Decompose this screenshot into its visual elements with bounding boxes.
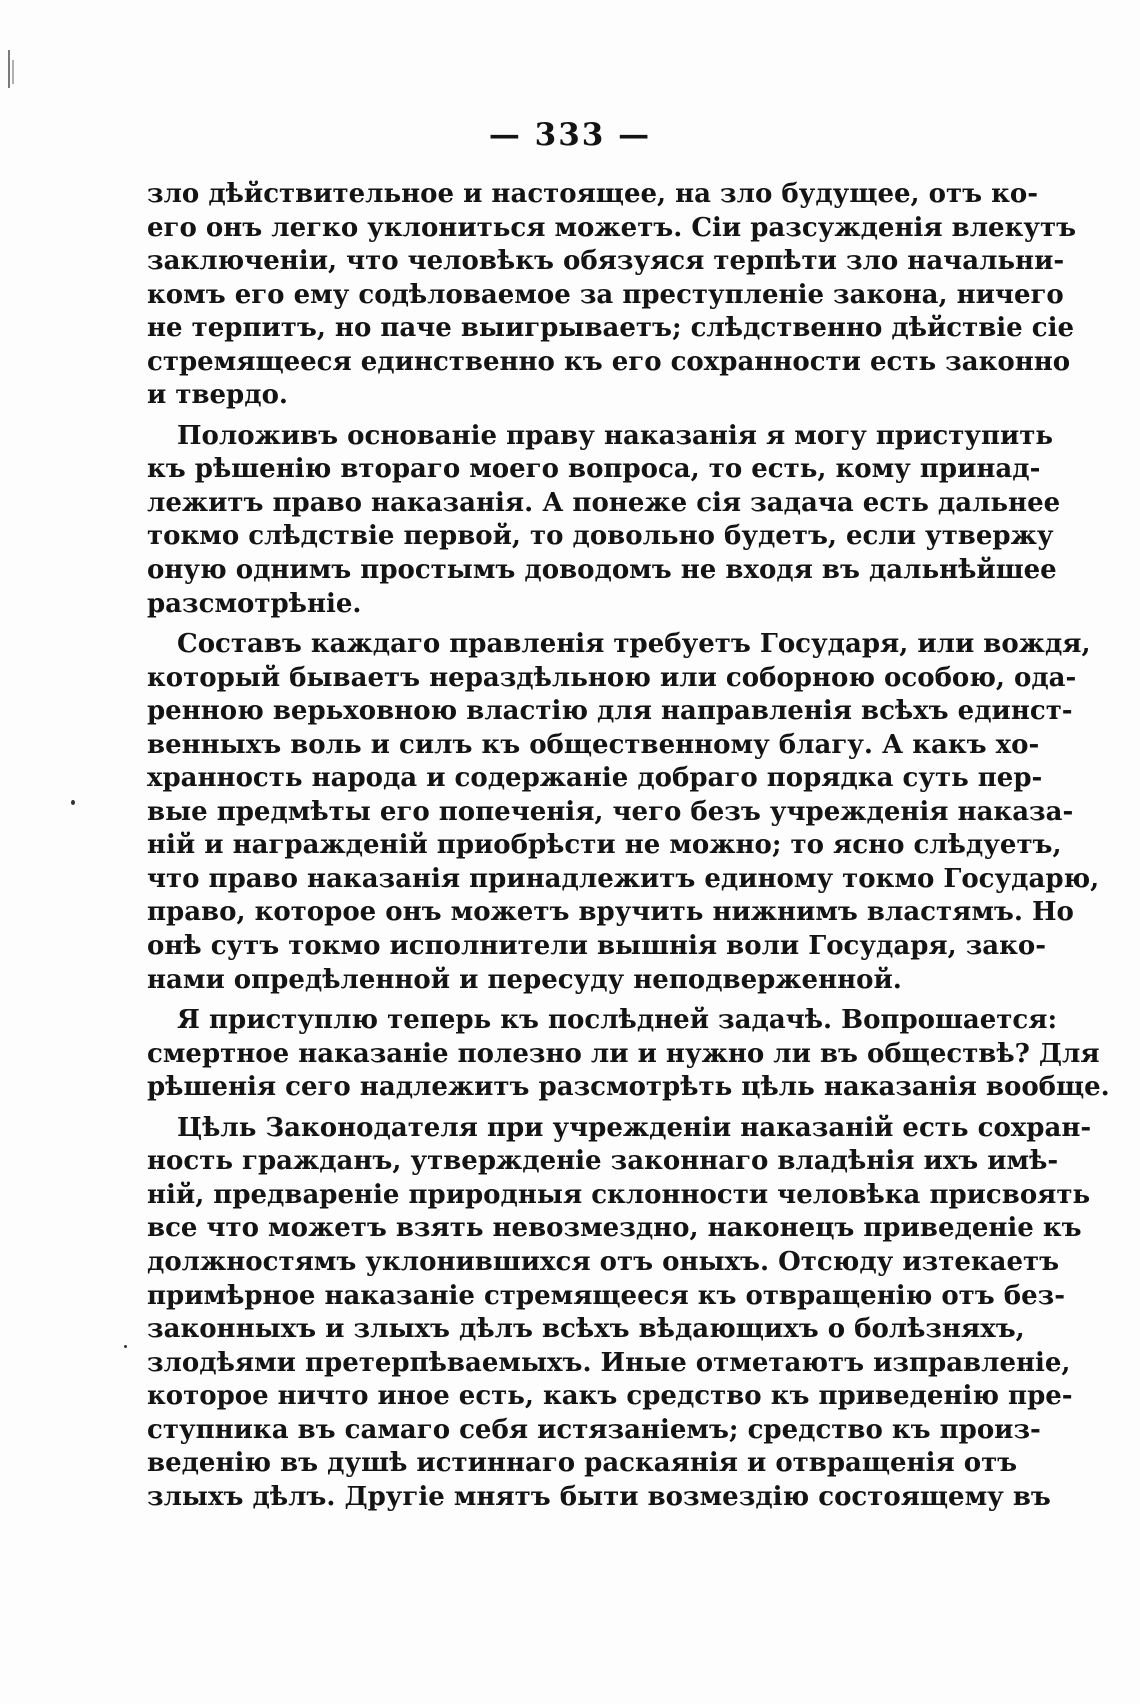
text-line: оную однимъ простымъ доводомъ не входя въ дальнѣйшее: [147, 555, 1057, 586]
paragraph-gap: [147, 1105, 977, 1112]
text-line: Цѣль Законодателя при учрежденіи наказаній есть сохран-: [177, 1112, 1092, 1143]
paragraph: [147, 1004, 1110, 1105]
text-line: вые предмѣты его попеченія, чего безъ учрежденія наказа-: [147, 796, 1074, 827]
paragraph: [147, 628, 1100, 997]
paragraph-gap: [147, 997, 977, 1004]
text-line: ній и награжденій приобрѣсти не можно; то ясно слѣдуетъ,: [147, 830, 1062, 861]
text-line: смертное наказаніе полезно ли и нужно ли въ обществѣ? Для: [147, 1038, 1100, 1069]
text-line: который бываетъ нераздѣльною или соборною особою, ода-: [147, 662, 1077, 693]
text-line: ренною верьховною властію для направленія всѣхъ единст-: [147, 696, 1073, 727]
text-line: которое ничто иное есть, какъ средство къ приведенію пре-: [147, 1381, 1073, 1412]
text-line: что право наказанія принадлежитъ единому токмо Государю,: [147, 863, 1100, 894]
text-line: законныхъ и злыхъ дѣлъ всѣхъ вѣдающихъ о болѣзняхъ,: [147, 1314, 1025, 1345]
text-line: ній, предвареніе природныя склонности человѣка присвоять: [147, 1179, 1091, 1210]
text-line: примѣрное наказаніе стремящееся къ отвращенію отъ без-: [147, 1280, 1066, 1311]
text-line: Положивъ основаніе праву наказанія я могу приступить: [177, 420, 1054, 451]
paragraph: [147, 1112, 1092, 1515]
text-line: ступника въ самаго себя истязаніемъ; средство къ произ-: [147, 1414, 1041, 1445]
text-line: лежитъ право наказанія. А понеже сія задача есть дальнее: [147, 487, 1061, 518]
paragraph-gap: [147, 621, 977, 628]
text-line: право, которое онъ можетъ вручить нижнимъ властямъ. Но: [147, 897, 1074, 928]
ink-speck: [71, 800, 75, 805]
text-line: венныхъ воль и силъ къ общественному благу. А какъ хо-: [147, 729, 1040, 760]
text-line: Я приступлю теперь къ послѣдней задачѣ. Вопрошается:: [177, 1005, 1058, 1036]
body-text: [147, 178, 1110, 1514]
text-line: хранность народа и содержаніе добраго порядка суть пер-: [147, 763, 1043, 794]
paragraph: [147, 178, 1077, 413]
paragraph: [147, 420, 1061, 621]
text-line: все что можетъ взять невозмездно, наконецъ приведеніе къ: [147, 1213, 1082, 1244]
text-line: злодѣями претерпѣваемыхъ. Иные отметаютъ изправленіе,: [147, 1347, 1071, 1378]
scan-edge-mark: [12, 60, 14, 84]
text-line: его онъ легко уклониться можетъ. Сіи разсужденія влекутъ: [147, 212, 1077, 243]
text-line: должностямъ уклонившихся отъ оныхъ. Отсюду изтекаетъ: [147, 1246, 1060, 1277]
text-line: злыхъ дѣлъ. Другіе мнятъ быти возмездію состоящему въ: [147, 1481, 1051, 1512]
text-line: не терпитъ, но паче выигрываетъ; слѣдственно дѣйствіе сіе: [147, 313, 1074, 344]
page-number-header: — 333 —: [488, 117, 652, 153]
text-line: зло дѣйствительное и настоящее, на зло будущее, отъ ко-: [147, 179, 1039, 209]
text-line: Составъ каждаго правленія требуетъ Государя, или вождя,: [177, 629, 1091, 660]
paragraph-gap: [147, 413, 977, 420]
text-line: комъ его ему содѣловаемое за преступленіе закона, ничего: [147, 279, 1064, 310]
text-line: заключеніи, что человѣкъ обязуяся терпѣти зло начальни-: [147, 246, 1065, 277]
ink-speck: [124, 1345, 127, 1348]
text-line: къ рѣшенію втораго моего вопроса, то есть, кому принад-: [147, 454, 1041, 485]
text-line: веденію въ душѣ истиннаго раскаянія и отвращенія отъ: [147, 1448, 1018, 1479]
text-line: и твердо.: [147, 380, 288, 411]
text-line: токмо слѣдствіе первой, то довольно будетъ, если утвержу: [147, 521, 1054, 552]
text-line: ность гражданъ, утвержденіе законнаго владѣнія ихъ имѣ-: [147, 1146, 1059, 1177]
text-line: рѣшенія сего надлежитъ разсмотрѣть цѣль наказанія вообще.: [147, 1072, 1110, 1103]
text-line: онѣ сутъ токмо исполнители вышнія воли Государя, зако-: [147, 931, 1047, 962]
text-line: нами опредѣленной и пересуду неподверженной.: [147, 964, 902, 995]
scan-edge-mark: [8, 50, 10, 88]
text-line: стремящееся единственно къ его сохранности есть законно: [147, 346, 1071, 377]
text-line: разсмотрѣніе.: [147, 588, 362, 619]
